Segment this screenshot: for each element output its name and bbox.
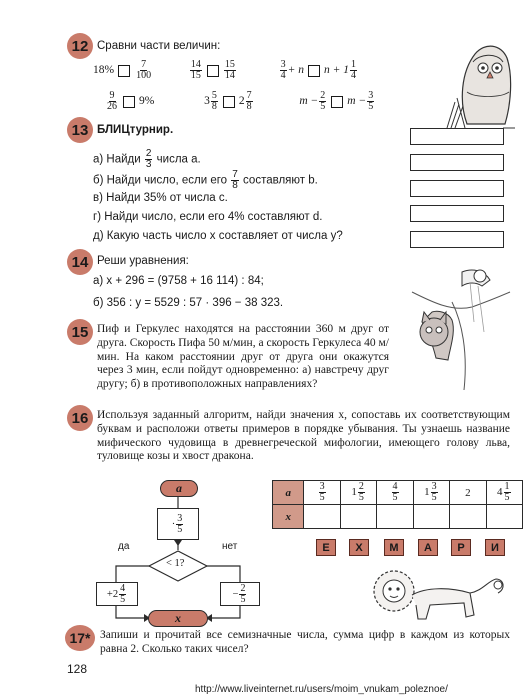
task-16-text: Используя заданный алгоритм, найди значения x, сопоставь их соответствующим буквам и расположи ответы примеров в порядке убывания. Ты узнаешь название мифического чудовища в древнегреческой мифологии, имеющего голову льва, туловище козы и хвост дракона. [97, 409, 510, 463]
cat-and-dog-illustration [392, 262, 514, 394]
task-15-number-badge: 15 [67, 319, 93, 345]
chimera-lion-illustration [370, 565, 510, 627]
flowchart-add-step: +2 $\frac{4}{5}$ [96, 582, 138, 606]
watermark-url: http://www.liveinternet.ru/users/moim_vnukam_poleznoe/ [195, 684, 448, 695]
task-16-number-badge: 16 [67, 405, 93, 431]
task-13-item-a: а) Найди $\frac{2}{3}$ числа a. [93, 148, 201, 170]
table-cell: 1 $\frac{2}{5}$ [340, 481, 376, 505]
compare-box[interactable] [331, 96, 343, 108]
table-cell: $\frac{4}{5}$ [377, 481, 413, 505]
task-17-text: Запиши и прочитай все семизначные числа, сумма цифр в каждом из которых равна 2. Сколько таких чисел? [100, 629, 510, 655]
letter-tile: Х [349, 539, 369, 556]
answer-cell[interactable] [340, 505, 376, 529]
task-13-item-d: г) Найди число, если его 4% составляют d. [93, 211, 323, 223]
answer-cell[interactable] [377, 505, 413, 529]
task-12-title: Сравни части величин: [97, 40, 221, 52]
task-12-row-2: $\frac{9}{26}$ 9% 3 $\frac{5}{8}$ 2 $\frac{7}{8}$ m − $\frac{2}{5}$ m − $\frac{3}{5}$ [107, 90, 374, 112]
flowchart-no-label: нет [222, 541, 238, 552]
task-13-title: БЛИЦтурнир. [97, 124, 174, 136]
task-17-number-badge: 17* [65, 625, 95, 651]
task-13-item-e: д) Какую часть число x составляет от числа y? [93, 230, 343, 242]
answer-cell[interactable] [413, 505, 449, 529]
answer-box[interactable] [410, 231, 504, 248]
flowchart-end-node: x [148, 610, 208, 627]
task-13-number-badge: 13 [67, 117, 93, 143]
row-x-header: x [273, 505, 304, 529]
table-cell: 1 $\frac{3}{5}$ [413, 481, 449, 505]
flowchart-multiply-step: · $\frac{3}{5}$ [157, 508, 199, 540]
owl-illustration [445, 32, 517, 132]
task-14-equation-b: б) 356 : y = 5529 : 57 · 396 − 38 323. [93, 297, 284, 309]
table-cell: 4 $\frac{1}{5}$ [486, 481, 523, 505]
table-row-x [273, 505, 523, 529]
compare-box[interactable] [118, 65, 130, 77]
compare-box[interactable] [308, 65, 320, 77]
compare-box[interactable] [207, 65, 219, 77]
flowchart-condition-label: < 1? [166, 558, 185, 569]
letter-tile: М [384, 539, 404, 556]
answer-cell[interactable] [304, 505, 340, 529]
table-row-a [273, 481, 523, 505]
task-13-item-c: в) Найди 35% от числа c. [93, 192, 228, 204]
flowchart-yes-label: да [118, 541, 130, 552]
task-14-number-badge: 14 [67, 249, 93, 275]
flowchart-subtract-step: − $\frac{2}{5}$ [220, 582, 260, 606]
compare-box[interactable] [123, 96, 135, 108]
answer-cell[interactable] [486, 505, 523, 529]
table-cell: 2 [450, 481, 486, 505]
answer-box[interactable] [410, 154, 504, 171]
letter-tile: И [485, 539, 505, 556]
task-14-equation-a: а) x + 296 = (9758 + 16 114) : 84; [93, 275, 264, 287]
answer-box[interactable] [410, 180, 504, 197]
values-table [272, 480, 523, 529]
answer-box[interactable] [410, 128, 504, 145]
flowchart-start-node: a [160, 480, 198, 497]
task-15-text: Пиф и Геркулес находятся на расстоянии 360 м друг от друга. Скорость Пифа 50 м/мин, а скорость Геркулеса 40 м/мин. На каком расстоянии друг от друга они окажутся через 3 мин, если пойдут одновременно: а) навстречу друг другу; б) в противоположных направлениях? [97, 323, 389, 391]
task-12-row-1: 18% $\frac{7}{100}$ $\frac{14}{15}$ $\frac{15}{14}$ $\frac{3}{4}$ + n n + 1 $\frac{1}{4}$ [93, 59, 356, 81]
task-12-number-badge: 12 [67, 33, 93, 59]
row-a-header: a [273, 481, 304, 505]
answer-box[interactable] [410, 205, 504, 222]
letter-tile: Р [451, 539, 471, 556]
answer-cell[interactable] [450, 505, 486, 529]
letter-tile: А [418, 539, 438, 556]
task-13-item-b: б) Найди число, если его $\frac{7}{8}$ составляют b. [93, 169, 318, 191]
table-cell: $\frac{3}{5}$ [304, 481, 340, 505]
compare-box[interactable] [223, 96, 235, 108]
task-14-title: Реши уравнения: [97, 255, 189, 267]
letter-tile: Е [316, 539, 336, 556]
page-number: 128 [67, 662, 88, 676]
